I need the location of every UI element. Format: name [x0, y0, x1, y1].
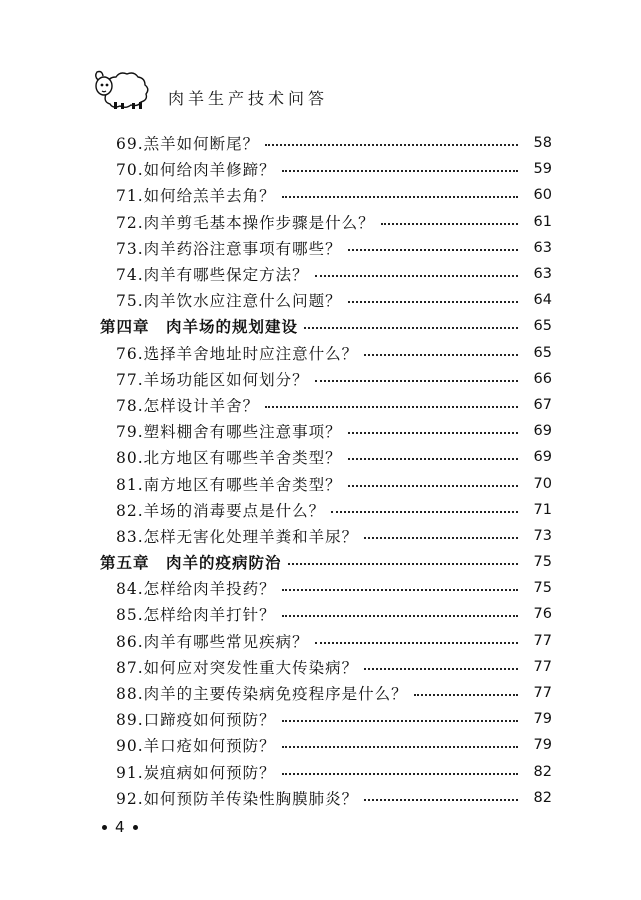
toc-entry	[100, 497, 552, 523]
entry-title: 70.如何给肉羊修蹄？	[116, 161, 276, 180]
dot-leader	[282, 615, 518, 617]
toc-entry	[100, 732, 552, 758]
entry-page-number: 82	[533, 763, 552, 780]
toc-entry	[100, 470, 552, 496]
dot-leader	[265, 144, 518, 146]
dot-leader	[282, 720, 518, 722]
dot-leader	[348, 249, 518, 251]
book-title: 肉羊生产技术问答	[168, 89, 329, 108]
dot-leader	[364, 537, 518, 539]
toc-entry	[100, 182, 552, 208]
entry-page-number: 60	[533, 187, 552, 204]
chapter-title: 第五章 肉羊的疫病防治	[100, 554, 282, 573]
dot-leader	[348, 485, 518, 487]
entry-title: 82.羊场的消毒要点是什么？	[116, 501, 326, 520]
toc-entry	[100, 785, 552, 811]
sheep-icon	[92, 66, 154, 110]
toc-entry	[100, 680, 552, 706]
entry-page-number: 63	[533, 266, 552, 283]
entry-page-number: 61	[533, 213, 552, 230]
entry-page-number: 77	[533, 632, 552, 649]
footer-bullet-left	[102, 825, 107, 830]
toc-entry	[100, 261, 552, 287]
entry-title: 89.口蹄疫如何预防？	[116, 711, 276, 730]
toc-entry	[100, 759, 552, 785]
entry-page-number: 75	[533, 554, 552, 571]
toc-entry	[100, 340, 552, 366]
page-number: 4	[115, 818, 125, 836]
entry-page-number: 82	[533, 789, 552, 806]
entry-page-number: 65	[533, 318, 552, 335]
entry-page-number: 59	[533, 161, 552, 178]
entry-title: 85.怎样给肉羊打针？	[116, 606, 276, 625]
toc-entry	[100, 287, 552, 313]
toc-entry	[100, 366, 552, 392]
entry-page-number: 65	[533, 344, 552, 361]
dot-leader	[265, 406, 518, 408]
dot-leader	[348, 301, 518, 303]
entry-page-number: 69	[533, 449, 552, 466]
toc-entry	[100, 392, 552, 418]
entry-page-number: 77	[533, 685, 552, 702]
toc-entry	[100, 654, 552, 680]
entry-page-number: 69	[533, 423, 552, 440]
dot-leader	[315, 275, 518, 277]
dot-leader	[381, 223, 518, 225]
entry-title: 92.如何预防羊传染性胸膜肺炎？	[116, 789, 359, 808]
entry-title: 76.选择羊舍地址时应注意什么？	[116, 344, 359, 363]
entry-page-number: 77	[533, 658, 552, 675]
dot-leader	[331, 511, 518, 513]
entry-title: 91.炭疽病如何预防？	[116, 763, 276, 782]
entry-page-number: 71	[533, 501, 552, 518]
toc-entry	[100, 706, 552, 732]
entry-page-number: 70	[533, 475, 552, 492]
entry-page-number: 67	[533, 396, 552, 413]
entry-title: 80.北方地区有哪些羊舍类型？	[116, 449, 342, 468]
dot-leader	[288, 563, 518, 565]
entry-page-number: 79	[533, 737, 552, 754]
dot-leader	[282, 746, 518, 748]
page-footer	[94, 818, 146, 836]
entry-title: 88.肉羊的主要传染病免疫程序是什么？	[116, 685, 408, 704]
entry-title: 69.羔羊如何断尾？	[116, 135, 260, 154]
dot-leader	[315, 642, 518, 644]
entry-page-number: 73	[533, 527, 552, 544]
entry-title: 87.如何应对突发性重大传染病？	[116, 658, 359, 677]
entry-title: 74.肉羊有哪些保定方法？	[116, 266, 309, 285]
dot-leader	[282, 196, 518, 198]
entry-title: 84.怎样给肉羊投药？	[116, 580, 276, 599]
table-of-contents	[100, 130, 552, 811]
entry-title: 90.羊口疮如何预防？	[116, 737, 276, 756]
toc-entry	[100, 156, 552, 182]
toc-entry	[100, 601, 552, 627]
toc-chapter-heading	[100, 549, 552, 575]
dot-leader	[364, 799, 518, 801]
footer-bullet-right	[133, 825, 138, 830]
dot-leader	[282, 773, 518, 775]
entry-page-number: 58	[533, 135, 552, 152]
entry-title: 72.肉羊剪毛基本操作步骤是什么？	[116, 213, 375, 232]
toc-entry	[100, 575, 552, 601]
entry-page-number: 63	[533, 239, 552, 256]
dot-leader	[282, 589, 518, 591]
chapter-title: 第四章 肉羊场的规划建设	[100, 318, 299, 337]
entry-title: 73.肉羊药浴注意事项有哪些？	[116, 239, 342, 258]
toc-entry	[100, 444, 552, 470]
toc-entry	[100, 130, 552, 156]
entry-page-number: 75	[533, 580, 552, 597]
dot-leader	[364, 668, 518, 670]
entry-page-number: 79	[533, 711, 552, 728]
toc-entry	[100, 418, 552, 444]
toc-entry	[100, 628, 552, 654]
toc-entry	[100, 209, 552, 235]
toc-chapter-heading	[100, 313, 552, 339]
dot-leader	[348, 432, 518, 434]
dot-leader	[315, 380, 518, 382]
entry-title: 86.肉羊有哪些常见疾病？	[116, 632, 309, 651]
entry-title: 79.塑料棚舍有哪些注意事项？	[116, 423, 342, 442]
entry-title: 78.怎样设计羊舍？	[116, 396, 260, 415]
dot-leader	[304, 327, 518, 329]
entry-title: 77.羊场功能区如何划分？	[116, 370, 309, 389]
entry-page-number: 64	[533, 292, 552, 309]
entry-page-number: 66	[533, 370, 552, 387]
dot-leader	[364, 354, 518, 356]
toc-entry	[100, 523, 552, 549]
running-header	[92, 66, 352, 110]
dot-leader	[414, 694, 518, 696]
entry-title: 81.南方地区有哪些羊舍类型？	[116, 475, 342, 494]
dot-leader	[282, 170, 518, 172]
entry-page-number: 76	[533, 606, 552, 623]
entry-title: 71.如何给羔羊去角？	[116, 187, 276, 206]
toc-entry	[100, 235, 552, 261]
dot-leader	[348, 458, 518, 460]
entry-title: 75.肉羊饮水应注意什么问题？	[116, 292, 342, 311]
entry-title: 83.怎样无害化处理羊粪和羊尿？	[116, 527, 359, 546]
